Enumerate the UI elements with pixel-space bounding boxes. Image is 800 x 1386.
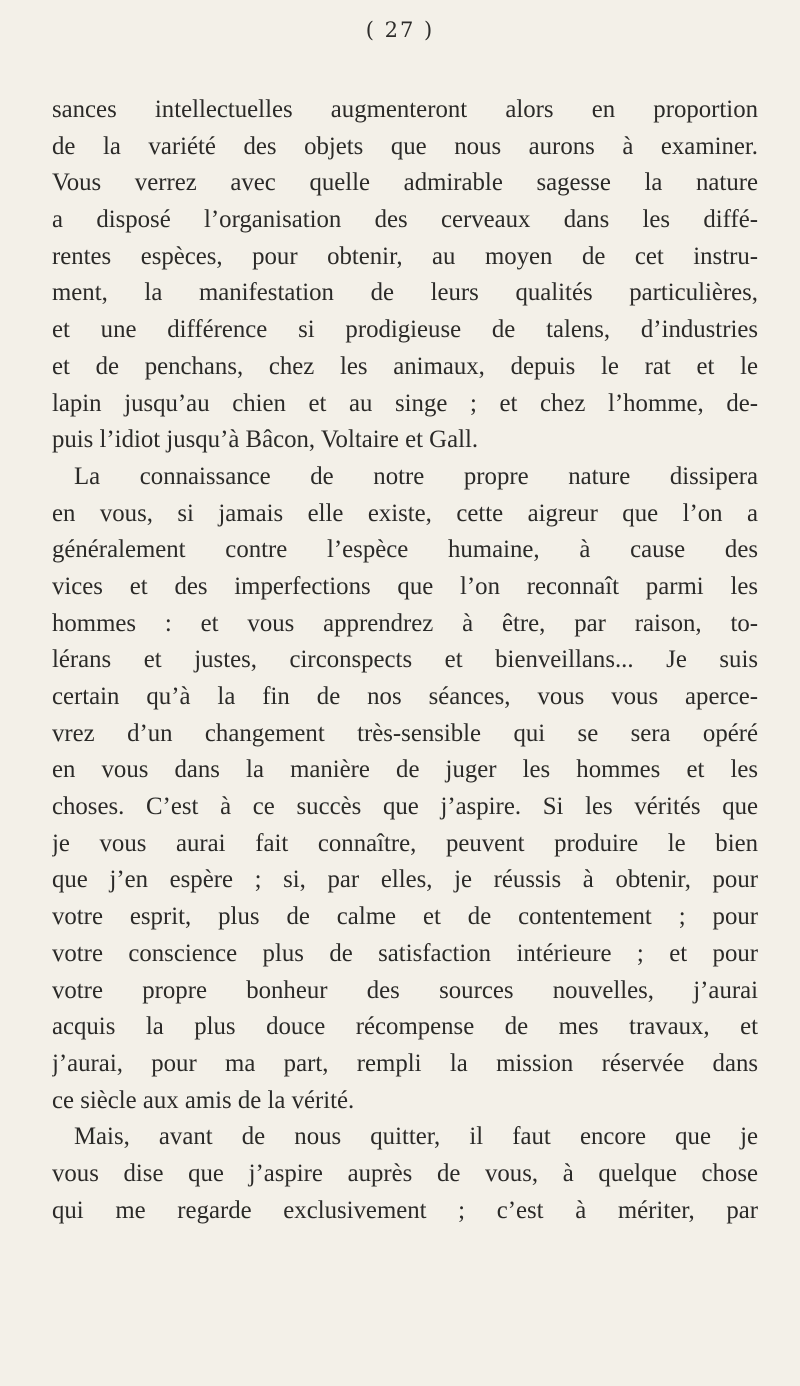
text-line: vous dise que j’aspire auprès de vous, à quelque chose	[52, 1159, 758, 1187]
text-line: Vous verrez avec quelle admirable sagesse la nature	[52, 169, 758, 197]
text-line: choses. C’est à ce succès que j’aspire. Si les vérités que	[52, 793, 758, 821]
text-line: que j’en espère ; si, par elles, je réussis à obtenir, pour	[52, 866, 758, 894]
text-line: Mais, avant de nous quitter, il faut encore que je	[74, 1123, 758, 1151]
text-line: ment, la manifestation de leurs qualités particulières,	[52, 279, 758, 307]
text-line: lérans et justes, circonspects et bienveillans... Je suis	[52, 646, 758, 674]
paragraph	[52, 459, 758, 1119]
text-line: en vous, si jamais elle existe, cette aigreur que l’on a	[52, 499, 758, 527]
text-line: votre propre bonheur des sources nouvelles, j’aurai	[52, 976, 758, 1004]
text-line: j’aurai, pour ma part, rempli la mission réservée dans	[52, 1049, 758, 1077]
body-text	[52, 92, 758, 1229]
text-line: certain qu’à la fin de nos séances, vous vous aperce-	[52, 683, 758, 710]
text-line: La connaissance de notre propre nature dissipera	[74, 462, 758, 490]
text-line: votre conscience plus de satisfaction intérieure ; et pour	[52, 939, 758, 967]
text-line: de la variété des objets que nous aurons à examiner.	[52, 132, 758, 160]
paragraph	[52, 92, 758, 459]
text-line: lapin jusqu’au chien et au singe ; et chez l’homme, de-	[52, 389, 758, 417]
text-line: et de penchans, chez les animaux, depuis le rat et le	[52, 352, 758, 380]
text-line: hommes : et vous apprendrez à être, par raison, to-	[52, 609, 758, 637]
text-line: je vous aurai fait connaître, peuvent produire le bien	[52, 829, 758, 857]
paragraph	[52, 1119, 758, 1229]
text-line: rentes espèces, pour obtenir, au moyen de cet instru-	[52, 242, 758, 270]
text-line: a disposé l’organisation des cerveaux dans les diffé-	[52, 206, 758, 234]
text-line: vices et des imperfections que l’on reconnaît parmi les	[52, 572, 758, 600]
text-line: ce siècle aux amis de la vérité.	[52, 1086, 355, 1114]
text-line: votre esprit, plus de calme et de contentement ; pour	[52, 903, 758, 931]
page-number: ( 27 )	[365, 18, 435, 42]
text-line: sances intellectuelles augmenteront alors en proportion	[52, 96, 758, 123]
text-line: qui me regarde exclusivement ; c’est à mériter, par	[52, 1196, 758, 1224]
text-line: en vous dans la manière de juger les hommes et les	[52, 756, 758, 784]
text-line: et une différence si prodigieuse de talens, d’industries	[52, 316, 758, 344]
text-line: puis l’idiot jusqu’à Bâcon, Voltaire et Gall.	[52, 426, 479, 454]
text-line: vrez d’un changement très-sensible qui se sera opéré	[52, 719, 758, 747]
text-line: acquis la plus douce récompense de mes travaux, et	[52, 1013, 758, 1041]
text-line: généralement contre l’espèce humaine, à cause des	[52, 536, 758, 564]
